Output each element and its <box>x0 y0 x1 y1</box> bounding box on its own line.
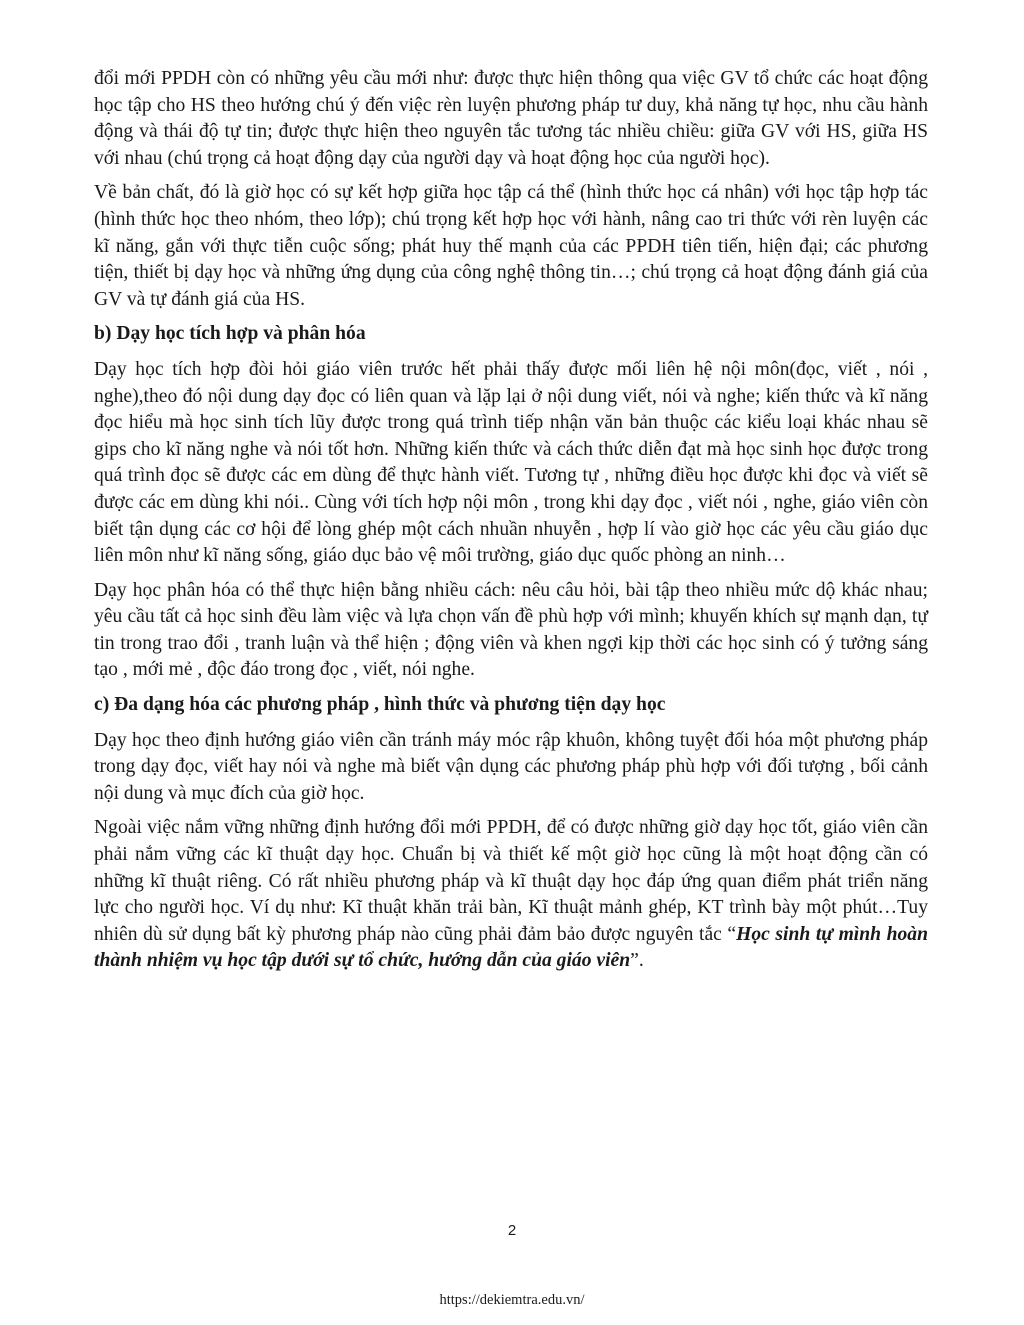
paragraph-ppdh-requirements: đổi mới PPDH còn có những yêu cầu mới như: được thực hiện thông qua việc GV tổ chức các hoạt động học tập cho HS theo hướng chú ý đến việc rèn luyện phương pháp tư duy, khả năng tự học, nhu cầu hành động và thái độ tự tin; được thực hiện theo nguyên tắc tương tác nhiều chiều: giữa GV với HS, giữa HS với nhau (chú trọng cả hoạt động dạy của người dạy và hoạt động học của người học). <box>94 68 928 169</box>
techniques-text-end: ”. <box>630 950 644 972</box>
document-body <box>94 66 928 983</box>
footer-url[interactable]: https://dekiemtra.edu.vn/ <box>439 1292 585 1308</box>
paragraph-differentiated-teaching: Dạy học phân hóa có thể thực hiện bằng nhiều cách: nêu câu hỏi, bài tập theo nhiều mức dộ khác nhau; yêu cầu tất cả học sinh đều làm việc và lựa chọn vấn đề phù hợp với mình; khuyến khích sự mạnh dạn, tự tin trong trao đổi , tranh luận và thể hiện ; động viên và khen ngợi kịp thời các học sinh có ý tưởng sáng tạo , mới mẻ , độc đáo trong đọc , viết, nói nghe. <box>94 579 928 681</box>
principle-emphasis: Học sinh tự mình hoàn thành nhiệm vụ học tập dưới sự tổ chức, hướng dẫn của giáo viên <box>94 923 928 972</box>
paragraph-nature-of-lesson: Về bản chất, đó là giờ học có sự kết hợp giữa học tập cá thể (hình thức học cá nhân) với học tập hợp tác (hình thức học theo nhóm, theo lớp); chú trọng kết hợp học với hành, nâng cao tri thức với rèn luyện các kĩ năng, gắn với thực tiễn cuộc sống; phát huy thế mạnh của các PPDH tiên tiến, hiện đại; các phương tiện, thiết bị dạy học và những ứng dụng của công nghệ thông tin…; chú trọng cả hoạt động đánh giá của GV và tự đánh giá của HS. <box>94 182 928 310</box>
heading-section-c: c) Đa dạng hóa các phương pháp , hình thức và phương tiện dạy học <box>94 694 666 716</box>
paragraph-teaching-techniques <box>94 815 928 975</box>
heading-section-b: b) Dạy học tích hợp và phân hóa <box>94 323 366 345</box>
page-number: 2 <box>507 1222 517 1239</box>
paragraph-integrated-teaching: Dạy học tích hợp đòi hỏi giáo viên trước hết phải thấy được mối liên hệ nội môn(đọc, viết , nói , nghe),theo đó nội dung dạy đọc có liên quan và lặp lại ở nội dung viết, nói và nghe; kiến thức và kĩ năng đọc hiểu mà học sinh tích lũy được trong quá trình tiếp nhận văn bản thuộc các kiểu loại khác nhau sẽ gips cho kĩ năng nghe và nói tốt hơn. Những kiến thức và cách thức diễn đạt mà học sinh học được trong quá trình đọc sẽ được các em dùng để thực hành viết. Tương tự , những điều học được khi đọc và viết sẽ được các em dùng khi nói.. Cùng với tích hợp nội môn , trong khi dạy đọc , viết nói , nghe, giáo viên còn biết tận dụng các cơ hội để lòng ghép một cách nhuần nhuyễn , hợp lí vào giờ học các yêu cầu giáo dục liên môn như kĩ năng sống, giáo dục bảo vệ môi trường, giáo dục quốc phòng an ninh… <box>94 358 928 567</box>
techniques-text: Ngoài việc nắm vững những định hướng đổi mới PPDH, để có được những giờ dạy học tốt, giáo viên cần phải nắm vững các kĩ thuật dạy học. Chuẩn bị và thiết kế một giờ học cũng là một hoạt động cần có những kĩ thuật riêng. Có rất nhiều phương pháp và kĩ thuật dạy học đáp ứng quan điểm phát triển năng lực cho người học. Ví dụ như: Kĩ thuật khăn trải bàn, Kĩ thuật mảnh ghép, KT trình bày một phút…Tuy nhiên dù sử dụng bất kỳ phương pháp nào cũng phải đảm bảo được nguyên tắc “ <box>94 817 928 945</box>
paragraph-diversify-methods: Dạy học theo định hướng giáo viên cần tránh máy móc rập khuôn, không tuyệt đối hóa một phương pháp trong dạy đọc, viết hay nói và nghe mà biết vận dụng các phương pháp phù hợp với đối tượng , bối cảnh nội dung và mục đích của giờ học. <box>94 729 928 804</box>
